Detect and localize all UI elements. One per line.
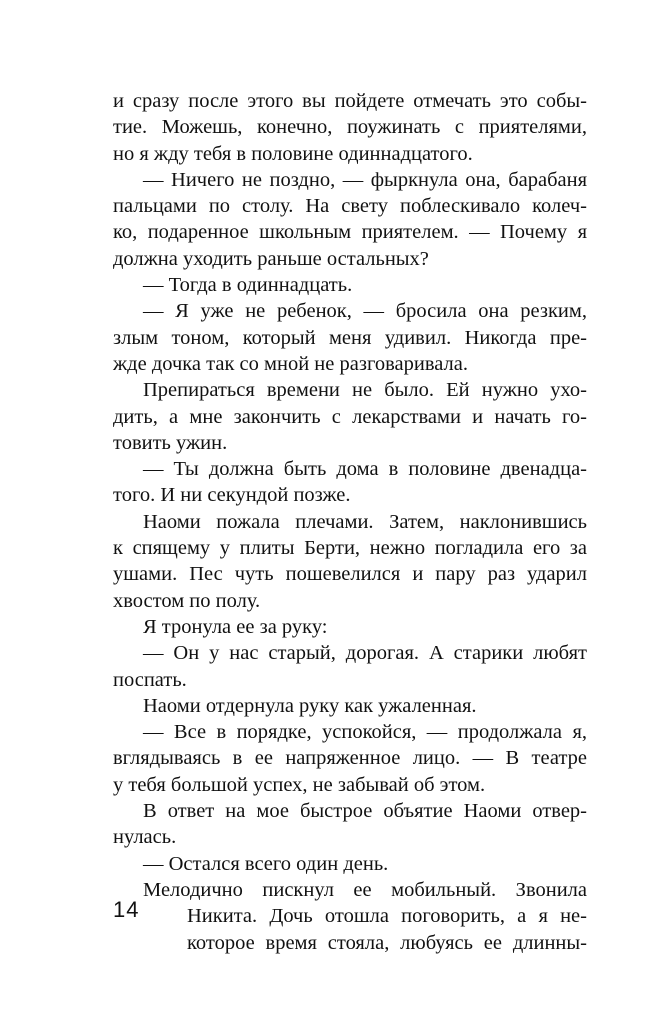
text-line: — Все в порядке, успокойся, — продолжала я, [143, 721, 587, 744]
text-line: и сразу после этого вы пойдете отмечать это собы- [113, 90, 587, 112]
text-line: Наоми отдернула руку как ужаленная. [143, 694, 477, 717]
text-line: В ответ на мое быстрое объятие Наоми отвер- [143, 800, 587, 823]
body-text [113, 88, 587, 956]
text-line: Наоми пожала плечами. Затем, наклонившись [143, 510, 587, 533]
text-line: должна уходить раньше остальных? [113, 247, 429, 270]
text-line: злым тоном, который меня удивил. Никогда пре- [113, 326, 587, 349]
text-line: — Тогда в одиннадцать. [143, 274, 353, 297]
text-line: — Ты должна быть дома в половине двенадца- [143, 458, 587, 481]
text-line: Никита. Дочь отошла поговорить, а я не- [187, 905, 587, 928]
text-line: нулась. [113, 826, 177, 849]
page-number: 14 [113, 897, 140, 922]
text-line: жде дочка так со мной не разговаривала. [113, 352, 468, 375]
text-line: ко, подаренное школьным приятелем. — Почему я [113, 221, 587, 244]
text-line: хвостом по полу. [113, 589, 261, 612]
text-line: пальцами по столу. На свету поблескивало колеч- [113, 195, 587, 218]
text-line: тие. Можешь, конечно, поужинать с приятелями, [113, 116, 587, 139]
text-line: у тебя большой успех, не забывай об этом. [113, 773, 486, 796]
text-line: дить, а мне закончить с лекарствами и начать го- [113, 405, 587, 428]
text-line: Препираться времени не было. Ей нужно ухо- [143, 379, 587, 402]
text-line: — Он у нас старый, дорогая. А старики любят [143, 642, 587, 665]
text-line: — Я уже не ребенок, — бросила она резким, [143, 300, 587, 323]
text-line: того. И ни секундой позже. [113, 484, 351, 507]
text-line: — Остался всего один день. [143, 852, 389, 875]
text-line: товить ужин. [113, 431, 228, 454]
text-line: Я тронула ее за руку: [143, 615, 328, 638]
text-line: но я жду тебя в половине одиннадцатого. [113, 142, 473, 165]
text-line: Мелодично пискнул ее мобильный. Звонила [143, 878, 587, 901]
text-line: к спящему у плиты Берти, нежно погладила его за [113, 537, 587, 560]
text-line: — Ничего не поздно, — фыркнула она, барабаня [143, 168, 587, 191]
text-line: ушами. Пес чуть пошевелился и пару раз ударил [113, 563, 587, 586]
text-line: поспать. [113, 668, 187, 691]
text-line: которое время стояла, любуясь ее длинны- [187, 931, 587, 954]
text-line: вглядываясь в ее напряженное лицо. — В театре [113, 747, 587, 770]
